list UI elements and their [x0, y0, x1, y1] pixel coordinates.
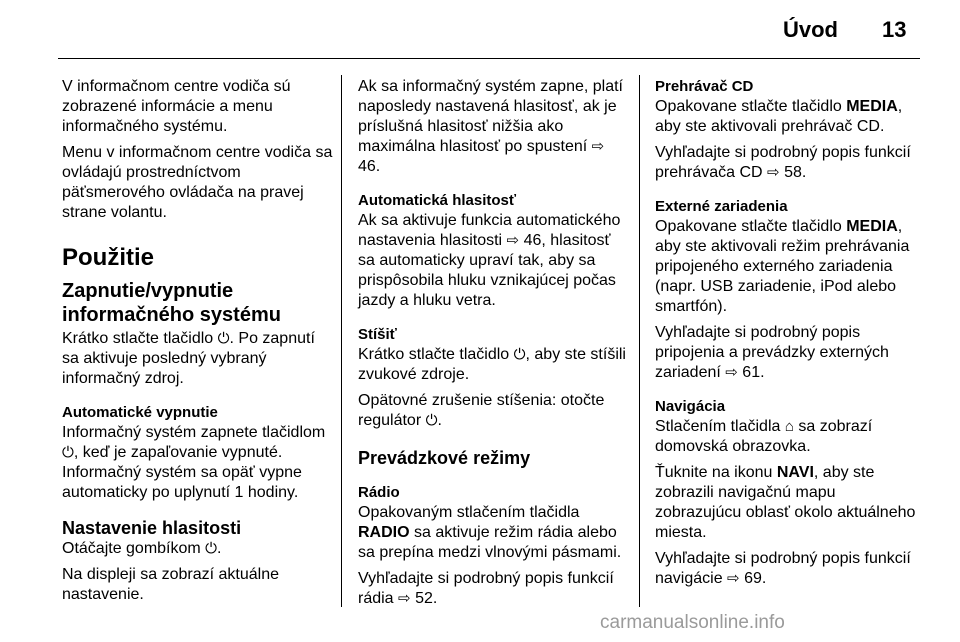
text: .	[760, 364, 765, 381]
subheading-external: Externé zariadenia	[655, 198, 788, 215]
power-knob-icon: ⏻	[62, 444, 74, 461]
heading-zapnutie: Zapnutie/vypnutie informačného systému	[62, 280, 281, 326]
text: Otáčajte gombíkom	[62, 540, 206, 557]
text: , aby ste stíšili zvukové zdroje.	[358, 346, 626, 383]
navi-icon-label: NAVI	[776, 464, 814, 481]
column-1	[62, 77, 334, 611]
home-icon: ⌂	[784, 418, 794, 435]
text: Stlačením tlačidla	[655, 418, 785, 435]
navigation-paragraph	[655, 417, 923, 457]
text: Opakovane stlačte tlačidlo	[655, 98, 847, 115]
subheading-cd: Prehrávač CD	[655, 78, 754, 95]
text: Vyhľadajte si podrobný popis funkcií rádia	[358, 570, 614, 607]
text: Opätovné zrušenie stíšenia: otočte regulátor	[358, 392, 605, 429]
text: Ťuknite na ikonu	[655, 464, 777, 481]
unmute-paragraph	[358, 391, 626, 431]
subheading-radio: Rádio	[358, 484, 400, 501]
text: .	[761, 570, 767, 587]
column-2	[358, 77, 626, 615]
subheading-auto-volume: Automatická hlasitosť	[358, 192, 517, 209]
column-divider-1	[341, 75, 342, 607]
subheading-navigation: Navigácia	[655, 398, 726, 415]
text: Vyhľadajte si podrobný popis pripojenia a prevádzky externých zariadení	[655, 324, 889, 381]
text: Vyhľadajte si podrobný popis funkcií prehrávača CD	[655, 144, 911, 181]
page-header-title: Úvod	[783, 17, 838, 42]
cd-reference-paragraph	[655, 143, 923, 183]
power-knob-icon: ⏻	[205, 540, 218, 557]
arrow-reference-icon: ⇨	[727, 570, 740, 587]
power-knob-icon: ⏻	[217, 330, 230, 347]
page-reference: 52	[415, 590, 433, 607]
external-paragraph	[655, 217, 923, 317]
arrow-reference-icon: ⇨	[506, 232, 520, 249]
arrow-reference-icon: ⇨	[591, 138, 605, 155]
media-button-label: MEDIA	[846, 218, 898, 235]
text: .	[437, 412, 442, 429]
text: .	[432, 590, 438, 607]
power-knob-icon: ⏻	[513, 346, 526, 363]
auto-volume-paragraph	[358, 211, 626, 311]
arrow-reference-icon: ⇨	[725, 364, 738, 381]
watermark: carmanualsonline.info	[600, 612, 785, 633]
page-reference: 58	[784, 164, 802, 181]
text: , hlasitosť sa automaticky upraví tak, aby sa prispôsobila hluku vznikajúcej počas jazdy a hluku vetra.	[358, 232, 616, 309]
mute-paragraph	[358, 345, 626, 385]
heading-hlasitost: Nastavenie hlasitosti	[62, 518, 242, 538]
text: , aby ste zobrazili navigačnú mapu zobrazujúcu oblasť okolo aktuálneho miesta.	[655, 464, 916, 541]
page-number: 13	[882, 17, 907, 42]
power-knob-icon: ⏻	[425, 412, 438, 429]
subheading-mute: Stíšiť	[358, 326, 397, 343]
text: Krátko stlačte tlačidlo	[358, 346, 514, 363]
text: Ak sa informačný systém zapne, platí naposledy nastavená hlasitosť, ak je príslušná hlasitosť nižšia ako maximálna hlasitosť po spustení	[358, 78, 623, 155]
text: . Po zapnutí sa aktivuje posledný vybraný informačný zdroj.	[62, 330, 315, 387]
text: .	[375, 158, 381, 175]
text: , aby ste aktivovali prehrávač CD.	[655, 98, 903, 135]
external-reference-paragraph	[655, 323, 923, 383]
text: Vyhľadajte si podrobný popis funkcií navigácie	[655, 550, 911, 587]
text: Krátko stlačte tlačidlo	[62, 330, 218, 347]
heading-rezimy: Prevádzkové režimy	[358, 448, 531, 468]
page-reference: 46	[358, 158, 376, 175]
intro-paragraph: V informačnom centre vodiča sú zobrazené informácie a menu informačného systému.	[62, 78, 291, 135]
radio-button-label: RADIO	[358, 524, 410, 541]
text: sa aktivuje režim rádia alebo sa prepína medzi vlnovými pásmami.	[358, 524, 622, 561]
text: sa zobrazí domovská obrazovka.	[655, 418, 873, 455]
radio-reference-paragraph	[358, 569, 626, 609]
startup-volume-paragraph	[358, 77, 626, 177]
page-reference: 69	[744, 570, 762, 587]
navigation-reference-paragraph	[655, 549, 923, 589]
page-reference: 46	[523, 232, 542, 249]
text: Opakovane stlačte tlačidlo	[655, 218, 847, 235]
auto-off-paragraph	[62, 423, 334, 503]
column-3	[655, 77, 923, 595]
heading-pouzitie: Použitie	[62, 244, 155, 271]
text: Informačný systém zapnete tlačidlom	[62, 424, 326, 441]
text: Ak sa aktivuje funkcia automatického nastavenia hlasitosti	[358, 212, 621, 249]
column-divider-2	[639, 75, 640, 607]
subheading-auto-off: Automatické vypnutie	[62, 404, 218, 421]
power-paragraph	[62, 329, 334, 389]
volume-paragraph	[62, 539, 334, 559]
text: .	[801, 164, 807, 181]
header-rule	[58, 58, 920, 59]
text: , aby ste aktivovali režim prehrávania pripojeného externého zariadenia (napr. USB zariadenie, iPod alebo smartfón).	[655, 218, 910, 315]
radio-paragraph	[358, 503, 626, 563]
cd-paragraph	[655, 97, 923, 137]
media-button-label: MEDIA	[846, 98, 898, 115]
arrow-reference-icon: ⇨	[767, 164, 780, 181]
navi-paragraph	[655, 463, 923, 543]
display-paragraph: Na displeji sa zobrazí aktuálne nastavenie.	[62, 566, 280, 603]
text: Opakovaným stlačením tlačidla	[358, 504, 580, 521]
menu-paragraph: Menu v informačnom centre vodiča sa ovládajú prostredníctvom päťsmerového ovládača na pravej strane volantu.	[62, 144, 333, 221]
arrow-reference-icon: ⇨	[398, 590, 411, 607]
page-reference: 61	[742, 364, 761, 381]
text: .	[217, 540, 222, 557]
text: , keď je zapaľovanie vypnuté. Informačný systém sa opäť vypne automaticky po uplynutí 1 hodiny.	[62, 444, 302, 501]
